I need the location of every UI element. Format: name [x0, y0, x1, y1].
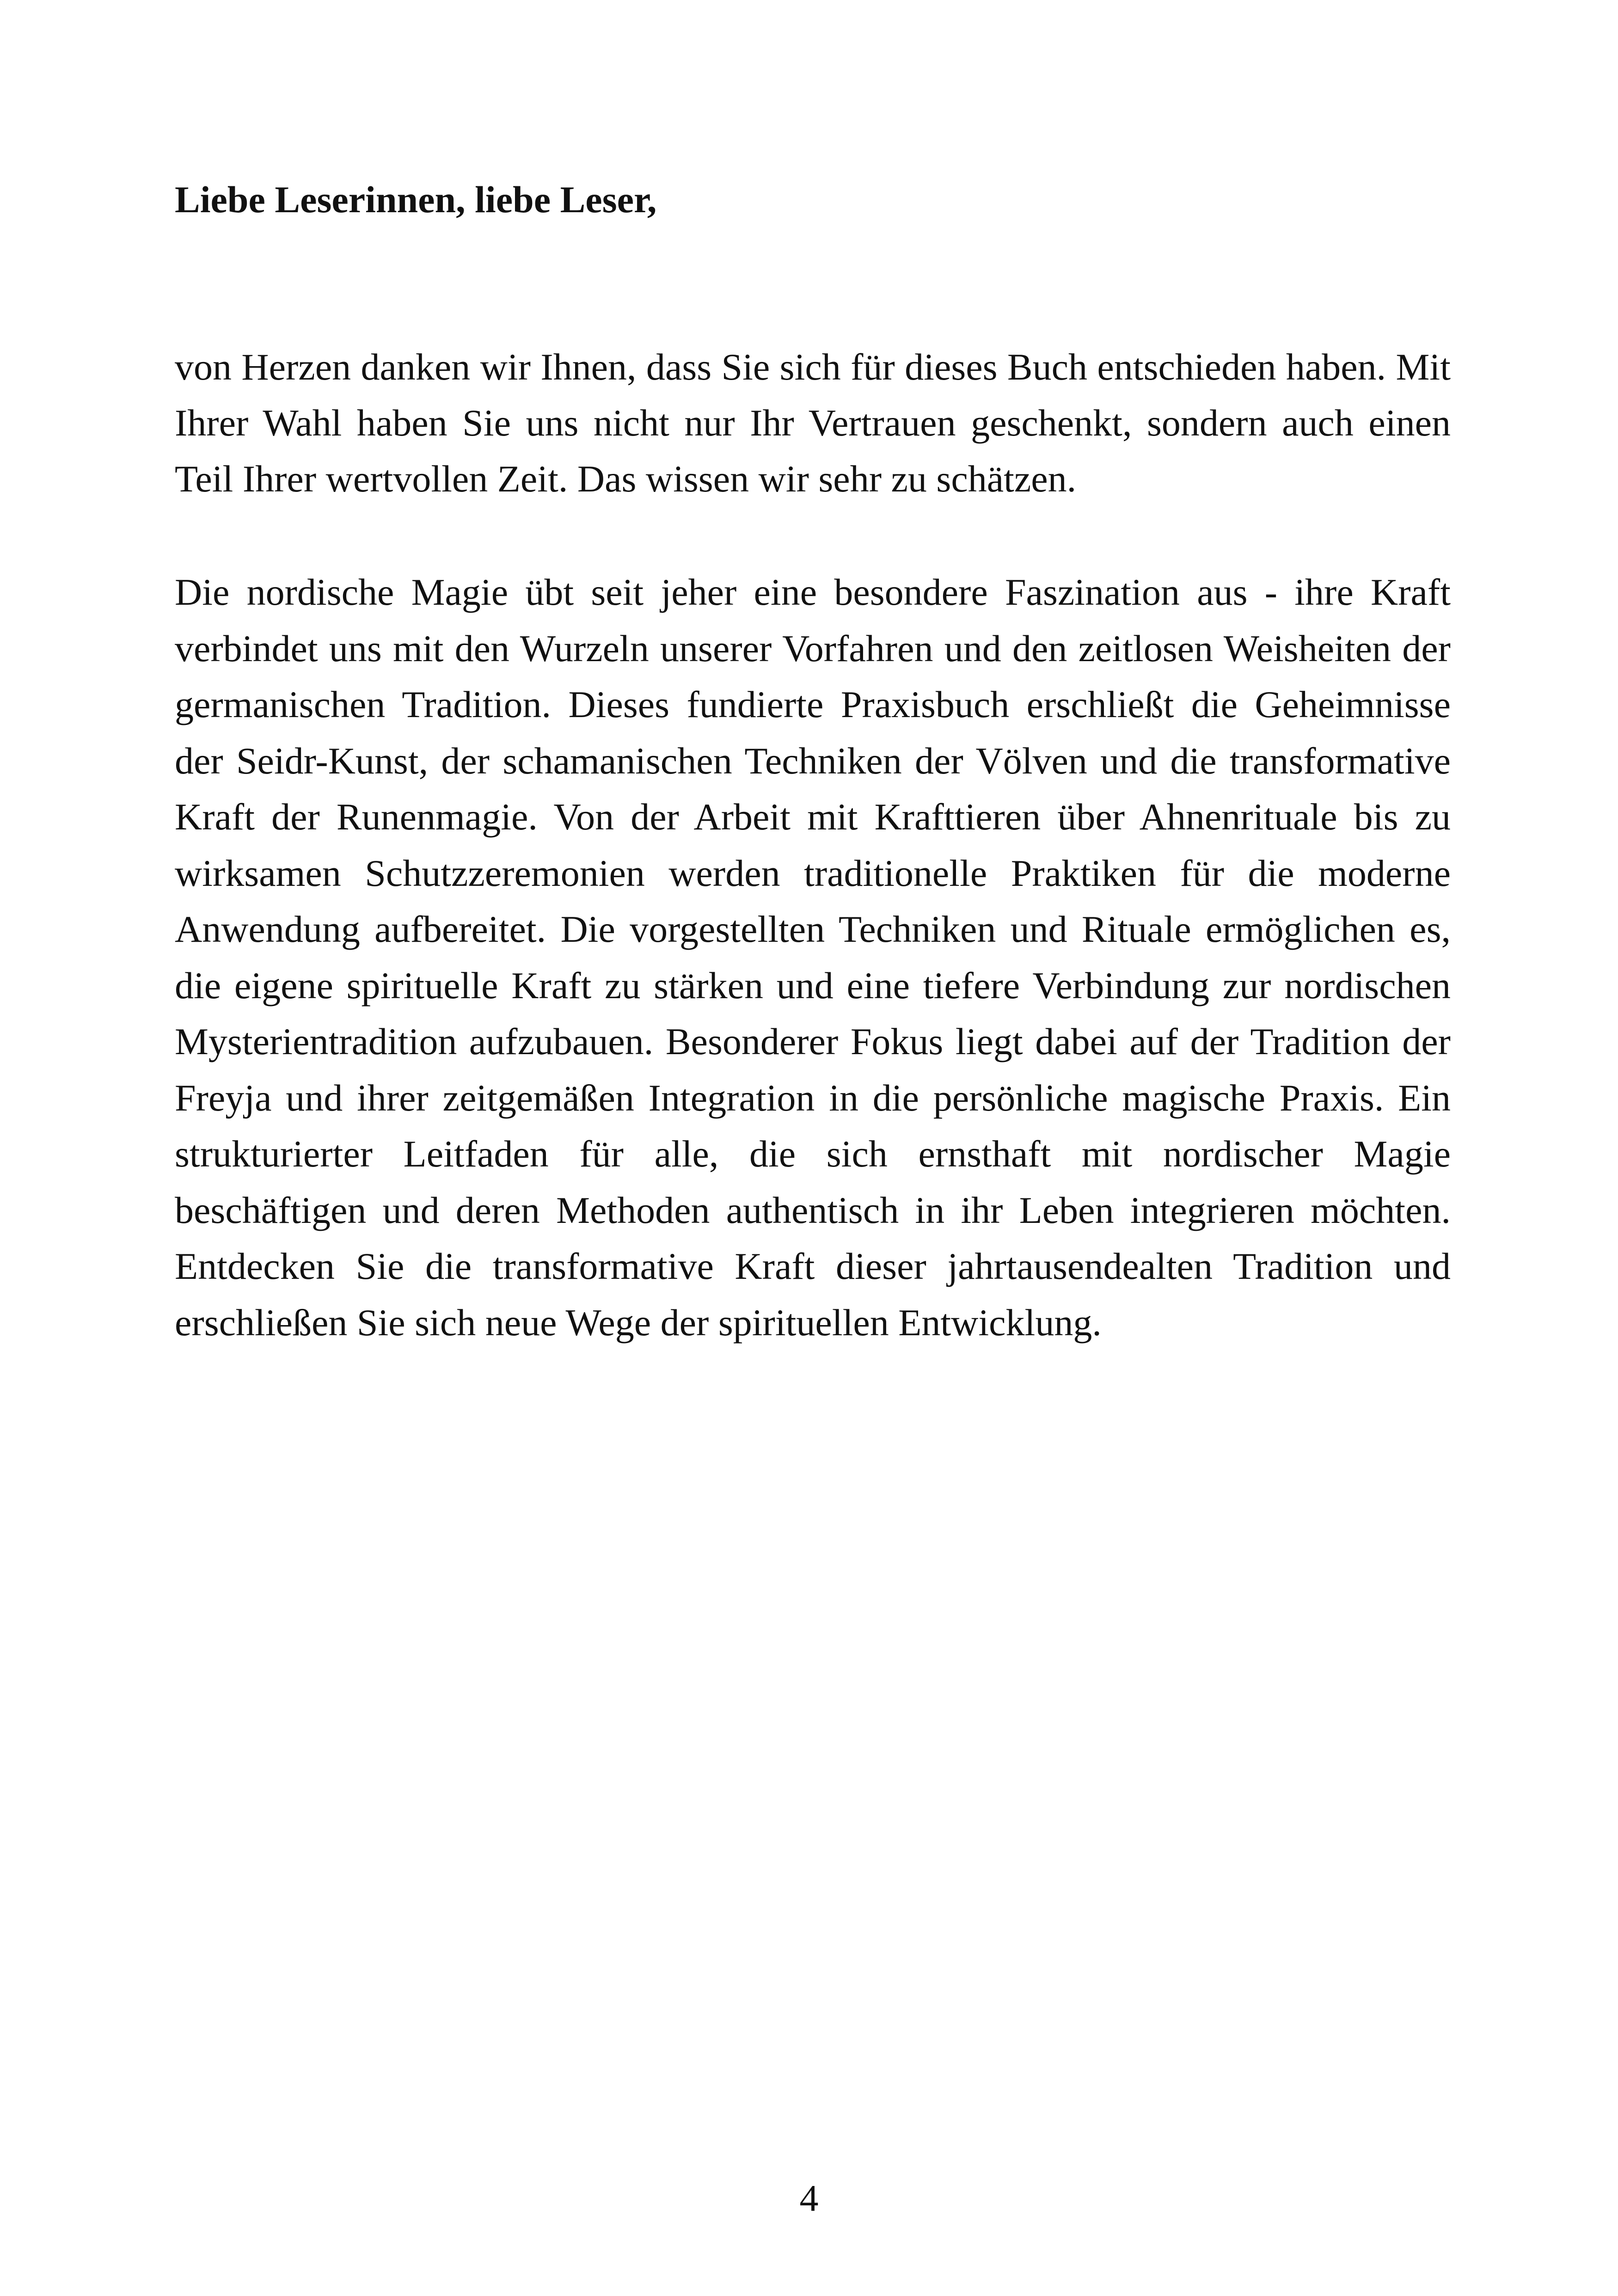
paragraph-thanks: von Herzen danken wir Ihnen, dass Sie sich für dieses Buch entschieden haben. Mit Ihrer Wahl haben Sie uns nicht nur Ihr Vertrauen geschenkt, sondern auch einen Teil Ihrer wertvollen Zeit. Das wissen wir sehr zu schätzen.	[175, 346, 1451, 500]
paragraph-book-description: Die nordische Magie übt seit jeher eine besondere Faszination aus - ihre Kraft verbindet uns mit den Wurzeln unserer Vorfahren und den zeitlosen Weisheiten der germanischen Tradition. Dieses fundierte Praxisbuch erschließt die Geheimnisse der Seidr-Kunst, der schamanischen Techniken der Völven und die transformative Kraft der Runenmagie. Von der Arbeit mit Krafttieren über Ahnenrituale bis zu wirksamen Schutzzeremonien werden traditionelle Praktiken für die moderne Anwendung aufbereitet. Die vorgestellten Techniken und Rituale ermöglichen es, die eigene spirituelle Kraft zu stärken und eine tiefere Verbindung zur nordischen Mysterientradition aufzubauen. Besonderer Fokus liegt dabei auf der Tradition der Freyja und ihrer zeitgemäßen Integration in die persönliche magische Praxis. Ein strukturierter Leitfaden für alle, die sich ernsthaft mit nordischer Magie beschäftigen und deren Methoden authentisch in ihr Leben integrieren möchten. Entdecken Sie die transformative Kraft dieser jahrtausendealten Tradition und erschließen Sie sich neue Wege der spirituellen Entwicklung.	[175, 571, 1451, 1344]
body-text	[175, 339, 1451, 1351]
page-number: 4	[799, 2177, 819, 2219]
salutation-heading: Liebe Leserinnen, liebe Leser,	[175, 178, 657, 221]
